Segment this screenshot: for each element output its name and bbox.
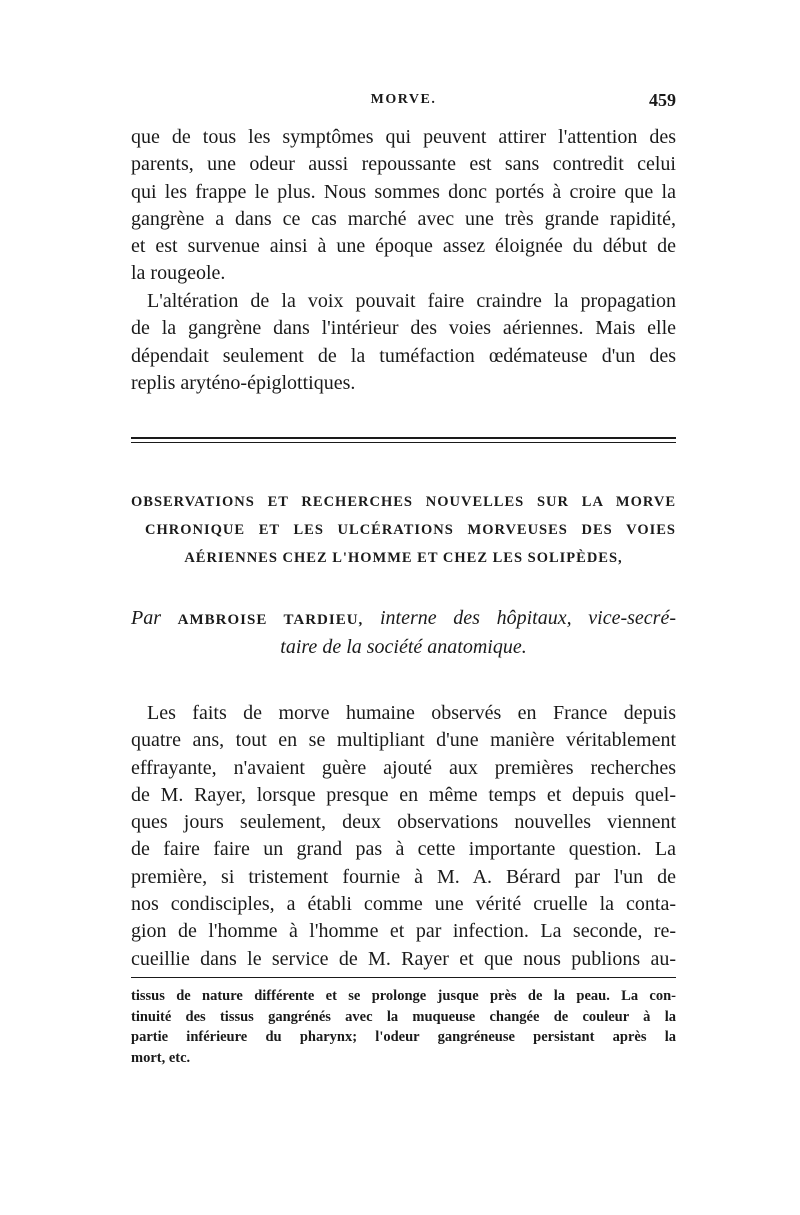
text-line: dépendait seulement de la tuméfaction œdémateuse d'un des — [131, 344, 676, 367]
byline-line: taire de la société anatomique. — [280, 636, 527, 658]
footnote-line: tinuité des tissus gangrénés avec la muqueuse changée de couleur à la — [131, 1008, 676, 1025]
footnote-line: tissus de nature différente et se prolonge jusque près de la peau. La con- — [131, 988, 676, 1004]
running-head-title: MORVE. — [370, 92, 437, 107]
text-line: L'altération de la voix pouvait faire craindre la propagation — [147, 290, 676, 312]
byline — [131, 604, 676, 662]
text-line: effrayante, n'avaient guère ajouté aux premières recherches — [131, 756, 676, 779]
divider-rule — [131, 437, 676, 439]
article-title — [131, 488, 676, 572]
text-line: replis aryténo-épiglottiques. — [131, 371, 356, 394]
text-line: la rougeole. — [131, 262, 226, 285]
text-line: de la gangrène dans l'intérieur des voies aériennes. Mais elle — [131, 317, 676, 340]
footnote — [131, 986, 676, 1068]
byline-line — [131, 604, 676, 633]
title-line: AÉRIENNES CHEZ L'HOMME ET CHEZ LES SOLIPÈDES, — [184, 550, 623, 566]
divider-rule — [131, 442, 676, 443]
text-line: première, si tristement fournie à M. A. Bérard par l'un de — [131, 865, 676, 888]
footnote-separator — [131, 977, 676, 978]
text-line: ques jours seulement, deux observations nouvelles viennent — [131, 811, 676, 834]
text-line: gion de l'homme à l'homme et par infection. La seconde, re- — [131, 920, 676, 943]
paragraph-voice — [131, 288, 676, 397]
running-head — [131, 92, 676, 114]
author-role: interne des hôpitaux, vice-secré- — [379, 607, 676, 629]
text-line: cueillie dans le service de M. Rayer et que nous publions au- — [131, 947, 676, 970]
author-name: AMBROISE TARDIEU, — [177, 612, 364, 628]
text-line: de M. Rayer, lorsque presque en même temps et depuis quel- — [131, 783, 676, 806]
page-number: 459 — [649, 90, 676, 110]
text-line: Les faits de morve humaine observés en France depuis — [147, 702, 676, 724]
text-line: de faire faire un grand pas à cette importante question. La — [131, 838, 676, 861]
text-line: qui les frappe le plus. Nous sommes donc portés à croire que la — [131, 180, 676, 203]
text-line: nos condisciples, a établi comme une vérité cruelle la conta- — [131, 893, 676, 916]
section-divider — [131, 437, 676, 446]
text-line: parents, une odeur aussi repoussante est sans contredit celui — [131, 153, 676, 176]
title-line: CHRONIQUE ET LES ULCÉRATIONS MORVEUSES DES VOIES — [145, 522, 676, 538]
text-line: que de tous les symptômes qui peuvent attirer l'attention des — [131, 126, 676, 148]
footnote-line: mort, etc. — [131, 1049, 191, 1066]
title-line: OBSERVATIONS ET RECHERCHES NOUVELLES SUR LA MORVE — [131, 494, 676, 510]
paragraph-continued — [131, 124, 676, 288]
byline-par: Par — [131, 607, 161, 629]
footnote-line: partie inférieure du pharynx; l'odeur gangréneuse persistant après la — [131, 1029, 676, 1045]
text-line: gangrène a dans ce cas marché avec une très grande rapidité, — [131, 207, 676, 230]
paragraph-morve — [131, 700, 676, 973]
text-line: quatre ans, tout en se multipliant d'une manière véritablement — [131, 729, 676, 752]
text-line: et est survenue ainsi à une époque assez éloignée du début de — [131, 235, 676, 258]
